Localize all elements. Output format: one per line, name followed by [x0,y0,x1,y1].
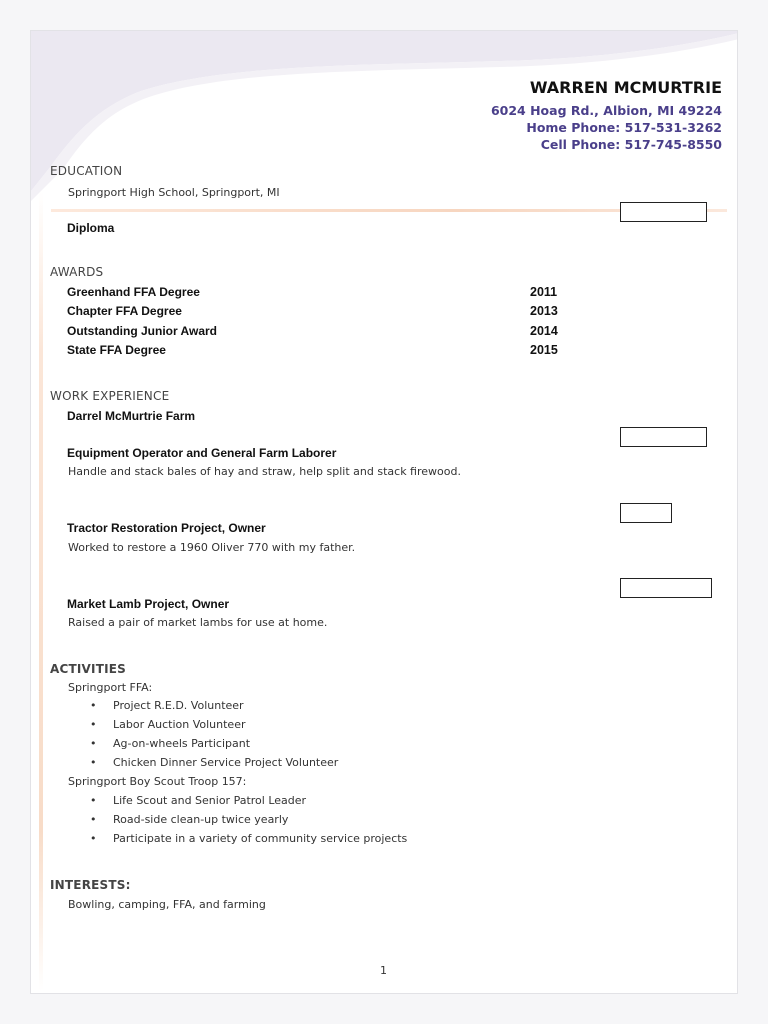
employer-name: Darrel McMurtrie Farm [67,409,196,423]
interests-heading: INTERESTS: [50,878,131,892]
job-date-box [620,578,712,598]
bullet-icon: • [90,832,97,845]
page-number: 1 [380,964,387,977]
education-degree: Diploma [67,221,115,235]
job-title: Equipment Operator and General Farm Laborer [67,446,337,460]
job-description: Worked to restore a 1960 Oliver 770 with my father. [68,541,356,554]
education-date-box [620,202,707,222]
work-experience-heading: WORK EXPERIENCE [50,389,170,403]
job-description: Raised a pair of market lambs for use at home. [68,616,328,629]
bullet-icon: • [90,718,97,731]
award-year: 2015 [530,343,558,357]
list-item: • Ag-on-wheels Participant [90,737,251,750]
bullet-icon: • [90,699,97,712]
address: 6024 Hoag Rd., Albion, MI 49224 [490,103,722,118]
job-date-box [620,427,707,447]
education-heading: EDUCATION [50,164,123,178]
bullet-icon: • [90,737,97,750]
activities-heading: ACTIVITIES [50,662,126,676]
left-accent-line [39,191,43,991]
award-year: 2011 [530,285,558,299]
list-item: • Participate in a variety of community service projects [90,832,408,845]
list-item: • Project R.E.D. Volunteer [90,699,244,712]
home-phone: Home Phone: 517-531-3262 [526,120,722,135]
list-item: • Road-side clean-up twice yearly [90,813,289,826]
award-year: 2013 [530,304,558,318]
award-title: Outstanding Junior Award [67,324,218,338]
activity-group-name: Springport Boy Scout Troop 157: [68,775,247,788]
award-title: State FFA Degree [67,343,166,357]
cell-phone: Cell Phone: 517-745-8550 [540,137,722,152]
bullet-icon: • [90,813,97,826]
list-item: • Labor Auction Volunteer [90,718,246,731]
education-school: Springport High School, Springport, MI [68,186,280,199]
activity-group-name: Springport FFA: [68,681,153,694]
award-title: Chapter FFA Degree [67,304,182,318]
list-item: • Life Scout and Senior Patrol Leader [90,794,307,807]
applicant-name: WARREN MCMURTRIE [529,78,722,97]
job-date-box [620,503,672,523]
bullet-icon: • [90,756,97,769]
job-description: Handle and stack bales of hay and straw, help split and stack firewood. [68,465,461,478]
interests-text: Bowling, camping, FFA, and farming [68,898,266,911]
award-title: Greenhand FFA Degree [67,285,200,299]
list-item: • Chicken Dinner Service Project Volunteer [90,756,339,769]
job-title: Market Lamb Project, Owner [67,597,230,611]
award-year: 2014 [530,324,558,338]
awards-heading: AWARDS [50,265,104,279]
job-title: Tractor Restoration Project, Owner [67,521,266,535]
bullet-icon: • [90,794,97,807]
